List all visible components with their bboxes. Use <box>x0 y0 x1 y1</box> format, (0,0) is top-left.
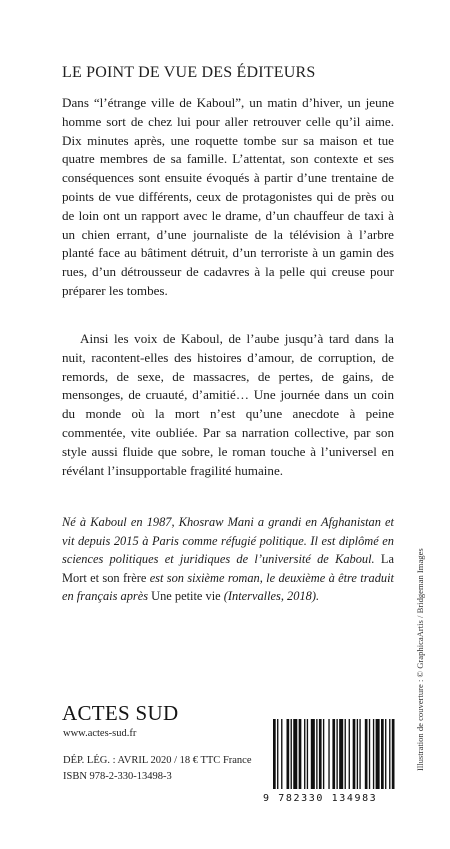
bio-text-2: est son sixième roman, le deuxième à être traduit en français après <box>62 570 394 604</box>
bio-book-title: La Mort et son frère <box>62 552 394 585</box>
publisher-website: www.actes-sud.fr <box>63 728 137 739</box>
synopsis-paragraph-1: Dans “l’étrange ville de Kaboul”, un matin d’hiver, un jeune homme sort de chez lui pour aller retrouver celle qu’il aime. Dix minutes après, une roquette tombe sur sa maison et tue quatre membres de sa famille. L’attentat, son contexte et ses conséquences sont ensuite évoqués à partir d’une trentaine de points de vue différents, ceux de protagonistes qui de près ou de loin ont un rapport avec le drame, d’un chauffeur de taxi à un chien errant, d’une journaliste de la télévision à l’arbre planté face au bâtiment détruit, d’un terroriste à un gamin des rues, d’un détrousseur de cadavres à la pelle qui creuse pour préparer les tombes. <box>62 95 394 298</box>
barcode-number: 9 782330 134983 <box>263 793 378 804</box>
legal-info <box>63 753 252 785</box>
barcode-bars <box>263 719 401 791</box>
bio-text-3: (Intervalles, 2018). <box>223 589 320 604</box>
cover-illustration-credit: Illustration de couverture : © GraphicaArtis / Bridgeman Images <box>415 548 425 771</box>
legal-deposit: DÉP. LÉG. : AVRIL 2020 / 18 € TTC France <box>63 755 252 766</box>
publisher-logo: ACTES SUD <box>62 701 179 725</box>
author-bio <box>62 513 394 606</box>
bio-previous-title: Une petite vie <box>148 589 224 604</box>
isbn: ISBN 978-2-330-13498-3 <box>63 771 172 782</box>
bio-text-1: Né à Kaboul en 1987, Khosraw Mani a grandi en Afghanistan et vit depuis 2015 à Paris comme réfugié politique. Il est diplômé en sciences politiques et juridiques de l’université de Kaboul. <box>62 515 394 567</box>
synopsis-paragraph-2: Ainsi les voix de Kaboul, de l’aube jusqu’à tard dans la nuit, racontent-elles des histoires d’amour, de corruption, de remords, de sexe, de massacres, de pertes, de gains, de mensonges, de cruauté, d’amitié… Une journée dans un coin du monde où la mort n’est qu’une anecdote à peine commentée, vite oubliée. Par sa narration collective, par son style aussi fluide que sobre, le roman touche à l’universel en révélant l’insupportable fragilité humaine. <box>62 331 394 478</box>
section-heading: LE POINT DE VUE DES ÉDITEURS <box>62 64 316 81</box>
isbn-barcode <box>263 719 401 809</box>
